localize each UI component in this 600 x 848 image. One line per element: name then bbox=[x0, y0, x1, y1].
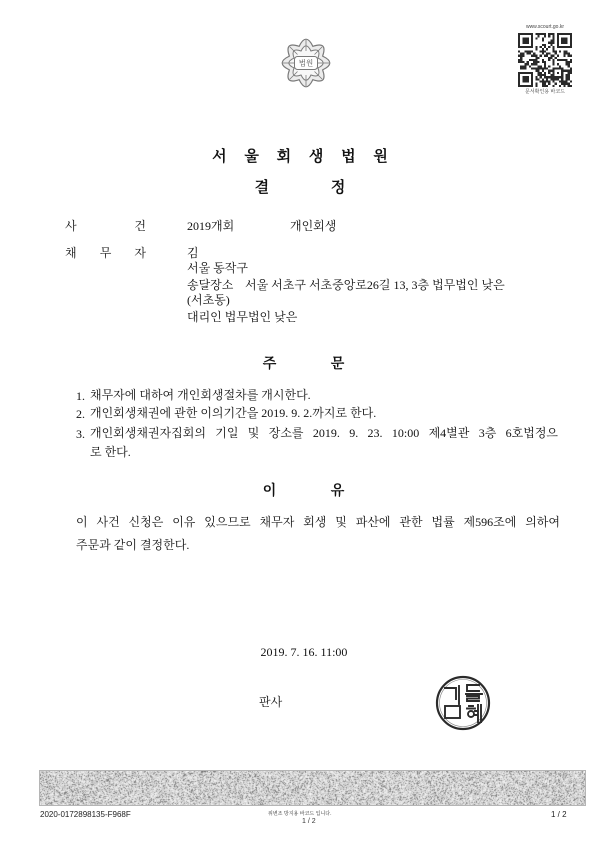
reason-line: 주문과 같이 결정한다. bbox=[76, 538, 190, 552]
order-item-number: 3. bbox=[76, 427, 85, 441]
court-emblem bbox=[274, 31, 338, 95]
order-heading: 주 문 bbox=[262, 357, 345, 372]
judge-seal bbox=[434, 674, 492, 732]
reason-heading: 이 유 bbox=[262, 484, 345, 499]
service-address-note: (서초동) bbox=[187, 293, 230, 307]
page-number: 1 / 2 bbox=[551, 810, 567, 819]
order-item-line: 채무자에 대하여 개인회생절차를 개시한다. bbox=[90, 388, 311, 402]
service-address-label: 송달장소 bbox=[187, 278, 234, 292]
order-item-line: 로 한다. bbox=[90, 445, 131, 459]
case-label: 사 건 bbox=[65, 219, 146, 233]
reason-line: 이 사건 신청은 이유 있으므로 채무자 회생 및 파산에 관한 법률 제596조에 의하여 bbox=[76, 515, 560, 529]
barcode-notice: 위변조 방지용 바코드 입니다. bbox=[268, 811, 332, 817]
debtor-address: 서울 동작구 bbox=[187, 261, 248, 275]
order-item-text bbox=[90, 386, 558, 404]
debtor-agent: 대리인 법무법인 낮은 bbox=[187, 310, 298, 324]
order-item-number: 1. bbox=[76, 389, 85, 403]
debtor-label: 채 무 자 bbox=[65, 246, 146, 260]
qr-code bbox=[518, 33, 572, 87]
order-item-line: 개인회생채권에 관한 이의기간을 2019. 9. 2.까지로 한다. bbox=[90, 406, 377, 420]
judge-label: 판사 bbox=[259, 695, 283, 709]
seal-inner-ring bbox=[440, 680, 487, 727]
order-item-line: 개인회생채권자집회의 기일 및 장소를 2019. 9. 23. 10:00 제4별관 3층 6호법정으 bbox=[90, 426, 558, 440]
case-name: 개인회생 bbox=[290, 219, 337, 233]
order-item-text bbox=[90, 424, 558, 462]
reason-paragraph bbox=[76, 511, 560, 557]
document-number: 2020-0172898135-F968F bbox=[40, 810, 131, 819]
order-item-text bbox=[90, 404, 558, 422]
service-address: 서울 서초구 서초중앙로26길 13, 3층 법무법인 낮은 bbox=[245, 278, 505, 292]
decision-datetime: 2019. 7. 16. 11:00 bbox=[260, 645, 348, 659]
emblem-label: 법원 bbox=[298, 58, 314, 68]
document-type: 결 정 bbox=[254, 180, 346, 196]
debtor-name: 김 bbox=[187, 246, 199, 260]
case-number: 2019개회 bbox=[187, 219, 235, 233]
seal-characters bbox=[445, 685, 482, 722]
order-item-number: 2. bbox=[76, 407, 85, 421]
barcode-band bbox=[40, 771, 585, 805]
qr-caption: 문서확인용 바코드 bbox=[524, 89, 566, 95]
qr-site-caption: www.scourt.go.kr bbox=[525, 24, 565, 30]
page-number-center: 1 / 2 bbox=[302, 818, 316, 825]
court-name: 서 울 회 생 법 원 bbox=[212, 149, 395, 165]
